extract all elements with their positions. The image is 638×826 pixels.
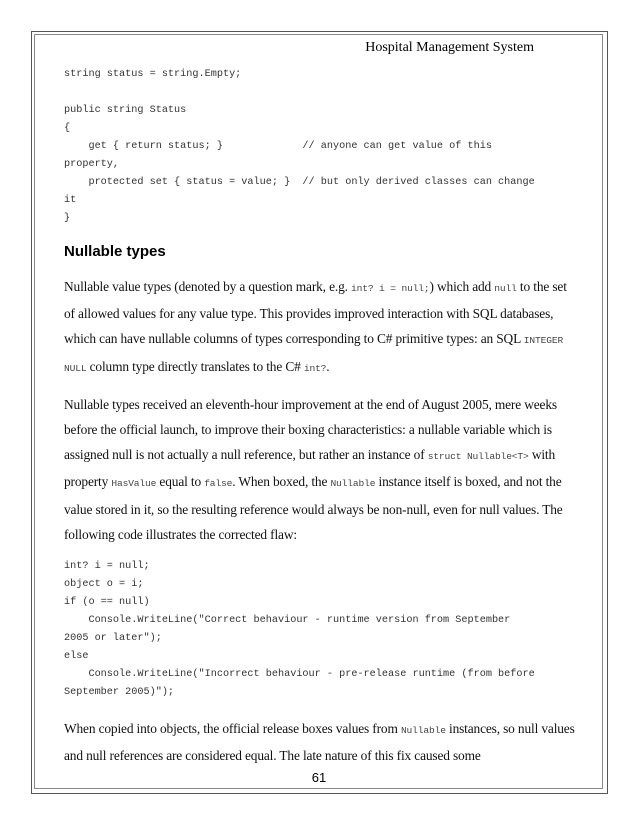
code-line: Console.WriteLine("Correct behaviour - runtime version from September	[64, 615, 511, 627]
paragraph-nullable-intro	[64, 274, 578, 381]
inline-code: Nullable	[400, 725, 446, 737]
section-heading-nullable-types: Nullable types	[64, 243, 166, 260]
code-line: if (o == null)	[64, 597, 150, 609]
inline-code: struct Nullable<T>	[427, 451, 529, 463]
code-line: string status = string.Empty;	[64, 69, 242, 80]
text-run: equal to	[156, 474, 205, 490]
text-run: to the set of allowed values for any value type. This provides improved interaction with SQL databases, which can have nullable columns of types corresponding to C# primitive types: an SQL	[64, 279, 567, 347]
text-run: ) which add	[429, 279, 495, 294]
text-run: column type directly translates to the C#	[86, 358, 304, 374]
code-line: get { return status; } // anyone can get value of this	[64, 141, 492, 152]
inline-code: int? i = null;	[351, 283, 430, 294]
code-line: {	[64, 123, 71, 134]
code-line: }	[64, 213, 71, 224]
inline-code: HasValue	[111, 478, 157, 490]
page-content	[64, 66, 578, 779]
running-header: Hospital Management System	[365, 40, 534, 55]
text-run: . When boxed, the	[232, 474, 331, 490]
inline-code: Nullable	[330, 478, 376, 490]
code-line: it	[64, 195, 77, 206]
page-number: 61	[311, 770, 327, 785]
text-run: instances, so null values and null references are considered equal. The late nature of this fix caused some	[64, 721, 575, 764]
code-line: else	[64, 651, 89, 663]
text-run: with property	[64, 447, 556, 490]
code-line: 2005 or later");	[64, 633, 162, 645]
inline-code: int?	[303, 362, 327, 374]
paragraph-boxing	[64, 392, 578, 547]
inline-code: INTEGER NULL	[64, 335, 564, 374]
code-line: September 2005)");	[64, 687, 175, 699]
text-run: When copied into objects, the official release boxes values from	[64, 721, 401, 737]
code-line: int? i = null;	[64, 561, 150, 573]
text-run: instance itself is boxed, and not the value stored in it, so the resulting reference would always be non-null, even for null values. The following code illustrates the corrected flaw:	[64, 474, 563, 542]
text-run: .	[326, 358, 330, 374]
paragraph-release-boxing	[64, 716, 578, 768]
code-line: public string Status	[64, 105, 187, 116]
code-line: protected set { status = value; } // but only derived classes can change	[64, 177, 535, 188]
code-line: property,	[64, 159, 120, 170]
code-block-status-property	[64, 66, 578, 228]
code-block-nullable-boxing	[64, 558, 578, 702]
code-line: Console.WriteLine("Incorrect behaviour - pre-release runtime (from before	[64, 669, 535, 681]
text-run: Nullable types received an eleventh-hour improvement at the end of August 2005, mere weeks before the official launch, to improve their boxing characteristics: a nullable variable which is assigned null is not actually a null reference, but rather an instance of	[64, 396, 557, 463]
text-run: Nullable value types (denoted by a question mark, e.g.	[64, 279, 352, 294]
inline-code: null	[494, 283, 517, 294]
code-line: object o = i;	[64, 579, 144, 591]
inline-code: false	[204, 478, 233, 490]
